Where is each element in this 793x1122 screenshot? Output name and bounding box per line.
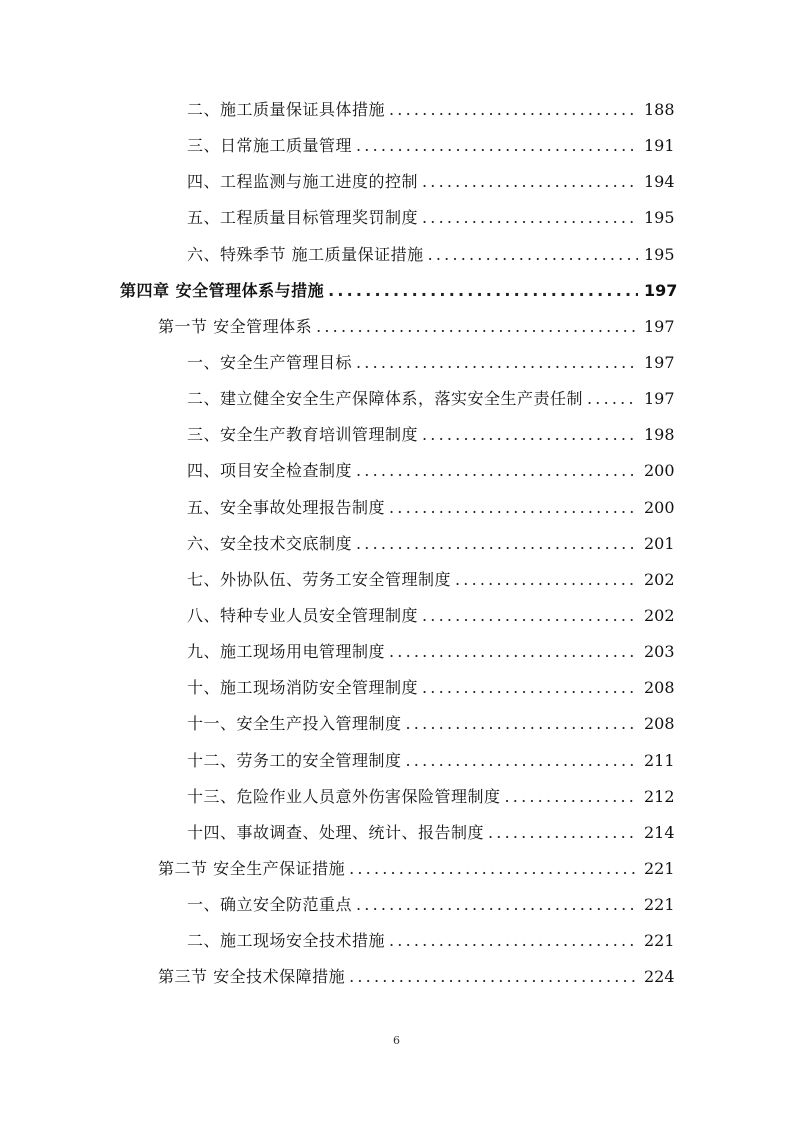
toc-dot-leader	[389, 642, 638, 662]
toc-entry-page: 188	[644, 100, 675, 120]
toc-entry[interactable]	[0, 128, 793, 164]
toc-entry-title: 一、安全生产管理目标	[187, 353, 353, 373]
toc-entry[interactable]	[0, 164, 793, 200]
toc-entry-page: 201	[644, 533, 675, 553]
toc-entry-title: 十一、安全生产投入管理制度	[187, 714, 402, 734]
toc-dot-leader	[422, 208, 638, 228]
toc-entry[interactable]	[0, 200, 793, 236]
toc-entry-page: 203	[644, 642, 675, 662]
toc-dot-leader	[356, 461, 638, 481]
toc-dot-leader	[349, 967, 638, 987]
toc-entry-page: 208	[644, 714, 675, 734]
toc-entry-page: 202	[644, 569, 675, 589]
toc-entry-page: 200	[644, 497, 675, 517]
toc-dot-leader	[406, 751, 638, 771]
toc-dot-leader	[505, 787, 638, 807]
toc-entry[interactable]	[0, 779, 793, 815]
toc-entry-page: 194	[644, 172, 675, 192]
toc-entry-page: 195	[644, 244, 675, 264]
table-of-contents	[0, 92, 793, 996]
toc-dot-leader	[356, 534, 638, 554]
toc-entry-page: 197	[644, 316, 675, 336]
toc-entry-page: 221	[644, 859, 675, 879]
toc-entry-page: 212	[644, 786, 675, 806]
toc-entry[interactable]	[0, 453, 793, 489]
toc-entry[interactable]	[0, 417, 793, 453]
toc-entry-title: 十四、事故调查、处理、统计、报告制度	[187, 822, 485, 842]
toc-dot-leader	[349, 859, 638, 879]
toc-entry-title: 二、施工质量保证具体措施	[187, 100, 386, 120]
toc-entry-page: 197	[644, 389, 675, 409]
toc-entry-title: 第一节 安全管理体系	[158, 316, 313, 336]
toc-dot-leader	[356, 353, 638, 373]
toc-entry-title: 第四章 安全管理体系与措施	[120, 280, 325, 300]
toc-entry[interactable]	[0, 598, 793, 634]
toc-dot-leader	[422, 606, 638, 626]
toc-entry-title: 四、工程监测与施工进度的控制	[187, 172, 419, 192]
toc-entry[interactable]	[0, 381, 793, 417]
toc-entry-page: 197	[644, 280, 678, 300]
toc-entry[interactable]	[0, 815, 793, 851]
toc-entry-title: 九、施工现场用电管理制度	[187, 642, 386, 662]
toc-entry[interactable]	[0, 743, 793, 779]
toc-dot-leader	[488, 823, 638, 843]
toc-entry-page: 195	[644, 208, 675, 228]
toc-entry[interactable]	[0, 237, 793, 273]
toc-entry-title: 七、外协队伍、劳务工安全管理制度	[187, 569, 452, 589]
toc-dot-leader	[587, 389, 638, 409]
toc-dot-leader	[428, 245, 638, 265]
toc-entry-title: 十二、劳务工的安全管理制度	[187, 750, 402, 770]
toc-entry-page: 197	[644, 353, 675, 373]
toc-dot-leader	[422, 678, 638, 698]
toc-entry-title: 四、项目安全检查制度	[187, 461, 353, 481]
toc-entry-title: 三、安全生产教育培训管理制度	[187, 425, 419, 445]
toc-entry-page: 191	[644, 136, 675, 156]
toc-entry-title: 五、工程质量目标管理奖罚制度	[187, 208, 419, 228]
toc-entry[interactable]	[0, 887, 793, 923]
toc-entry-page: 214	[644, 822, 675, 842]
toc-dot-leader	[455, 570, 638, 590]
toc-entry[interactable]	[0, 92, 793, 128]
toc-entry-title: 二、建立健全安全生产保障体系，落实安全生产责任制	[187, 389, 584, 409]
toc-dot-leader	[389, 100, 638, 120]
toc-entry-title: 第二节 安全生产保证措施	[158, 859, 346, 879]
toc-dot-leader	[422, 172, 638, 192]
toc-entry-page: 208	[644, 678, 675, 698]
toc-dot-leader	[389, 498, 638, 518]
toc-dot-leader	[316, 317, 638, 337]
toc-chapter-entry[interactable]	[0, 273, 793, 309]
toc-dot-leader	[328, 281, 638, 301]
toc-entry[interactable]	[0, 562, 793, 598]
toc-section-entry[interactable]	[0, 959, 793, 995]
toc-dot-leader	[389, 931, 638, 951]
toc-section-entry[interactable]	[0, 851, 793, 887]
toc-entry-title: 二、施工现场安全技术措施	[187, 931, 386, 951]
toc-entry-page: 198	[644, 425, 675, 445]
page-number: 6	[393, 1034, 400, 1047]
toc-entry-title: 十三、危险作业人员意外伤害保险管理制度	[187, 786, 501, 806]
toc-entry-page: 224	[644, 967, 675, 987]
toc-entry[interactable]	[0, 670, 793, 706]
toc-dot-leader	[406, 714, 638, 734]
toc-entry-page: 202	[644, 606, 675, 626]
toc-entry-page: 221	[644, 931, 675, 951]
toc-entry[interactable]	[0, 490, 793, 526]
toc-entry-title: 八、特种专业人员安全管理制度	[187, 606, 419, 626]
toc-dot-leader	[422, 425, 638, 445]
toc-entry-title: 六、特殊季节 施工质量保证措施	[187, 244, 424, 264]
toc-entry[interactable]	[0, 345, 793, 381]
toc-entry-page: 211	[644, 750, 675, 770]
toc-section-entry[interactable]	[0, 309, 793, 345]
toc-entry-title: 十、施工现场消防安全管理制度	[187, 678, 419, 698]
toc-entry-title: 三、日常施工质量管理	[187, 136, 353, 156]
toc-entry-title: 第三节 安全技术保障措施	[158, 967, 346, 987]
toc-dot-leader	[356, 136, 638, 156]
toc-dot-leader	[356, 895, 638, 915]
toc-entry[interactable]	[0, 706, 793, 742]
toc-entry[interactable]	[0, 923, 793, 959]
toc-entry-page: 200	[644, 461, 675, 481]
toc-entry-title: 六、安全技术交底制度	[187, 533, 353, 553]
toc-entry-title: 一、确立安全防范重点	[187, 895, 353, 915]
toc-entry-page: 221	[644, 895, 675, 915]
toc-entry-title: 五、安全事故处理报告制度	[187, 497, 386, 517]
toc-entry[interactable]	[0, 634, 793, 670]
toc-entry[interactable]	[0, 526, 793, 562]
